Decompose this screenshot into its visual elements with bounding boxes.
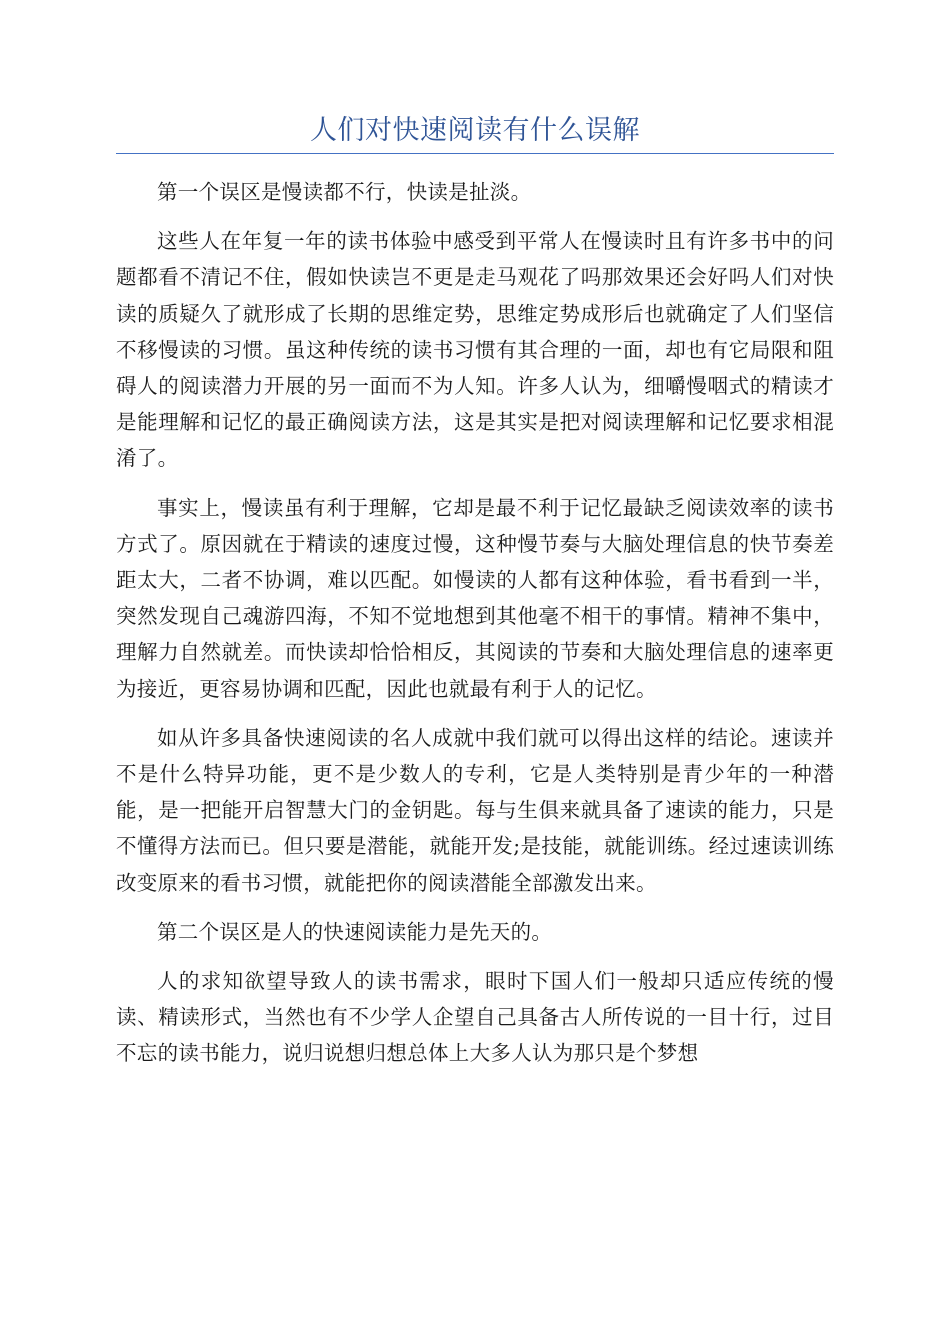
paragraph-5: 第二个误区是人的快速阅读能力是先天的。 xyxy=(157,919,553,944)
paragraph-4: 如从许多具备快速阅读的名人成就中我们就可以得出这样的结论。速读并不是什么特异功能，更不是少数人的专利，它是人类特别是青少年的一种潜能，是一把能开启智慧大门的金钥匙。每与生俱来就具备了速读的能力，只是不懂得方法而已。但只要是潜能，就能开发;是技能，就能训练。经过速读训练改变原来的看书习惯，就能把你的阅读潜能全部激发出来。 xyxy=(116,725,834,895)
paragraph-2: 这些人在年复一年的读书体验中感受到平常人在慢读时且有许多书中的问题都看不清记不住，假如快读岂不更是走马观花了吗那效果还会好吗人们对快读的质疑久了就形成了长期的思维定势，思维定势成形后也就确定了人们坚信不移慢读的习惯。虽这种传统的读书习惯有其合理的一面，却也有它局限和阻碍人的阅读潜力开展的另一面而不为人知。许多人认为，细嚼慢咽式的精读才是能理解和记忆的最正确阅读方法，这是其实是把对阅读理解和记忆要求相混淆了。 xyxy=(116,229,834,471)
document-title: 人们对快速阅读有什么误解 xyxy=(310,115,640,146)
paragraph-1: 第一个误区是慢读都不行，快读是扯淡。 xyxy=(157,180,532,204)
paragraph-6: 人的求知欲望导致人的读书需求，眼时下国人们一般却只适应传统的慢读、精读形式，当然也有不少学人企望自己具备古人所传说的一目十行，过目不忘的读书能力，说归说想归想总体上大多人认为那只是个梦想 xyxy=(116,969,834,1066)
paragraph-3: 事实上，慢读虽有利于理解，它却是最不利于记忆最缺乏阅读效率的读书方式了。原因就在于精读的速度过慢，这种慢节奏与大脑处理信息的快节奏差距太大，二者不协调，难以匹配。如慢读的人都有这种体验，看书看到一半，突然发现自己魂游四海，不知不觉地想到其他毫不相干的事情。精神不集中，理解力自然就差。而快读却恰恰相反，其阅读的节奏和大脑处理信息的速率更为接近，更容易协调和匹配，因此也就最有利于人的记忆。 xyxy=(116,495,834,701)
document-body xyxy=(116,174,834,1085)
title-underline xyxy=(116,153,834,154)
